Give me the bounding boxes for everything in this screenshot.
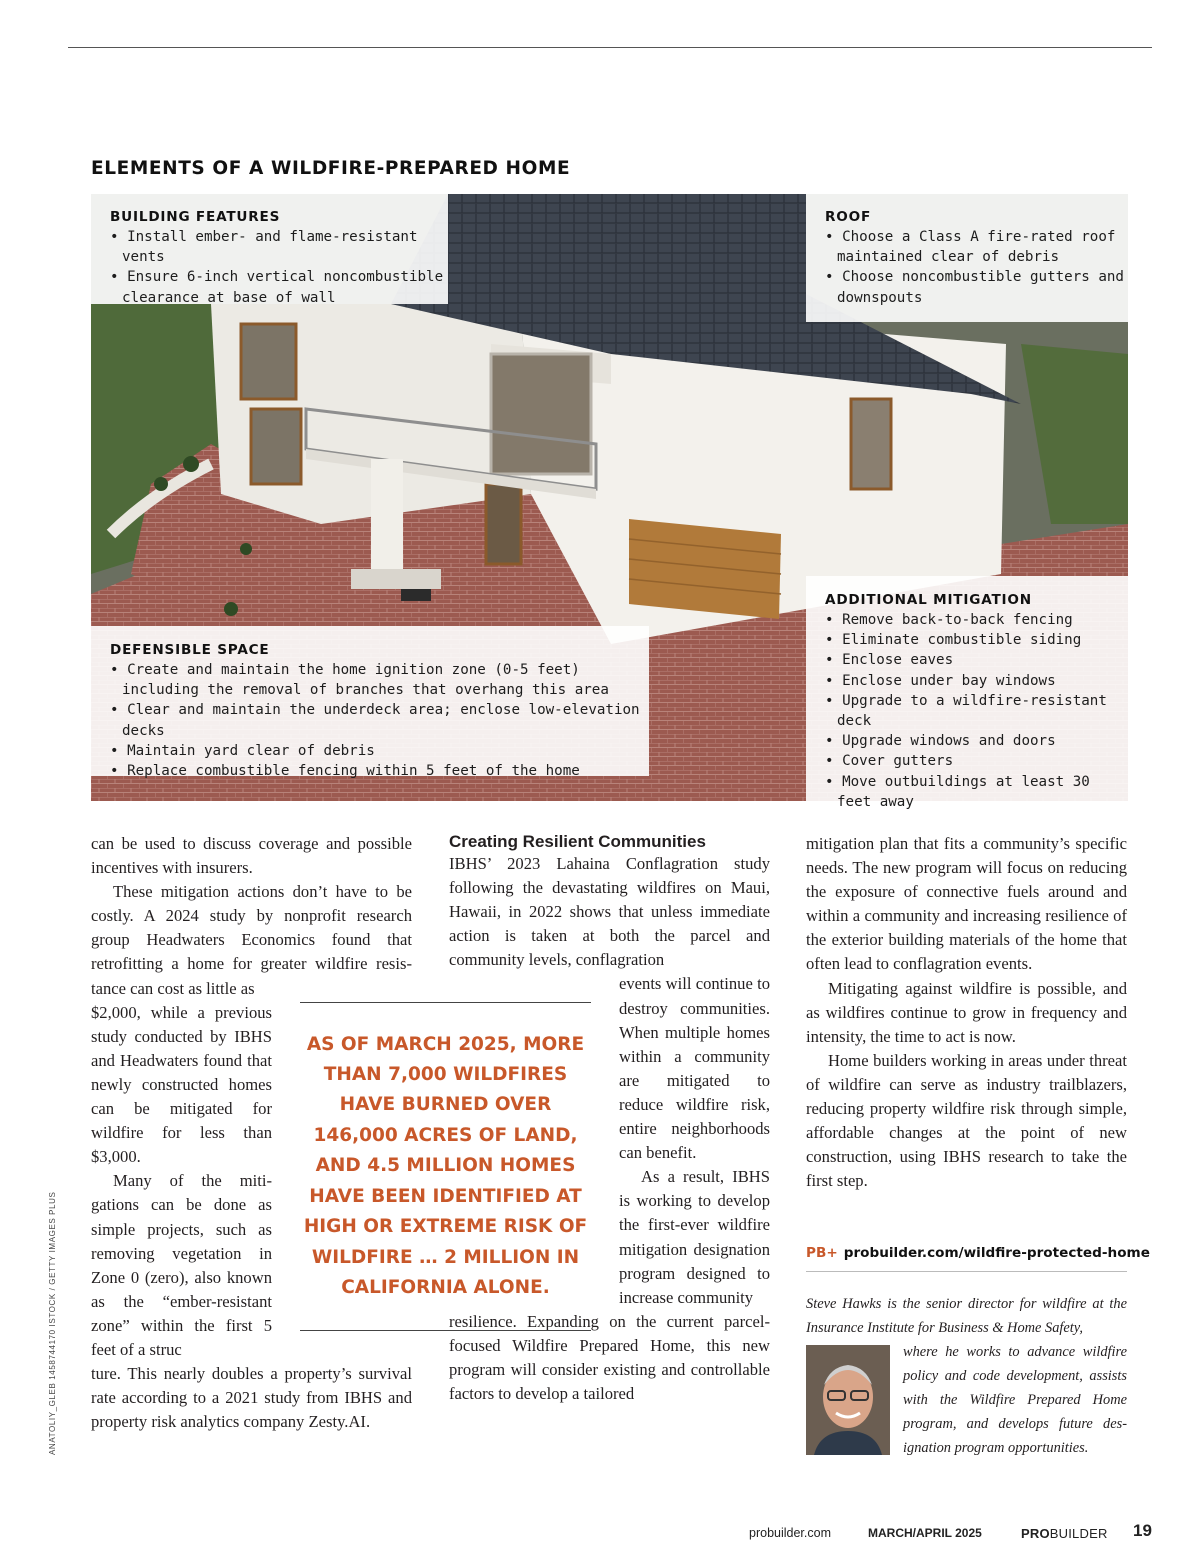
- list-item: • Choose a Class A fire-rated roof maintained clear of debris: [825, 227, 1128, 267]
- callout-building-features: [91, 194, 448, 304]
- author-portrait: [806, 1345, 890, 1455]
- pb-plus-label: PB+: [806, 1245, 838, 1261]
- list-item: • Replace combustible fencing within 5 feet of the home: [110, 761, 649, 781]
- footer-brand: [1021, 1526, 1108, 1541]
- paragraph: Mitigating against wildfire is possible, and as wildfires continue to grow in frequency and intensity, the time to act is now.: [806, 978, 1127, 1046]
- pull-quote: [300, 1002, 591, 1331]
- author-bio-intro: Steve Hawks is the senior director for wildfire at the Insurance Institute for Business & Home Safety,: [806, 1296, 1127, 1337]
- list-item: • Eliminate combustible siding: [825, 630, 1128, 650]
- list-item: • Upgrade windows and doors: [825, 731, 1128, 751]
- photo-credit: ANATOLIY_GLEB 1458744170 ISTOCK / GETTY IMAGES PLUS: [48, 1191, 57, 1455]
- paragraph: mitigation plan that fits a community’s specific needs. The new program will focus on reducing the exposure of connective fuels around and within a community and increasing resilience of the exterior building materials of the home that often lead to conflagration events.: [806, 834, 1127, 974]
- callout-defensible-space: [91, 626, 649, 780]
- paragraph: Many of the mitigations can be done as simple projects, such as removing vegetation in Zone 0 (zero), also known as the “ember-resistant zone” within the first 5 feet of a struc: [91, 1171, 272, 1359]
- list-item: • Enclose eaves: [825, 650, 1128, 670]
- list-item: • Enclose under bay windows: [825, 671, 1128, 691]
- footer-url[interactable]: probuilder.com: [749, 1526, 831, 1540]
- author-bio-rest: where he works to advance wildfire policy and code development, assists with the Wildfire Prepared Home program, and develops future designation program opportunities.: [903, 1344, 1127, 1457]
- list-item: • Upgrade to a wildfire-resistant deck: [825, 691, 1128, 731]
- callout-roof: [806, 194, 1128, 322]
- list-item: • Install ember- and flame-resistant vents: [110, 227, 448, 267]
- section-heading: Creating Resilient Communities: [449, 832, 706, 851]
- paragraph: resilience. Expanding on the current parcel-focused Wildfire Prepared Home, this new program will consider existing and controllable factors to develop a tailored: [449, 1311, 770, 1404]
- callout-list: [110, 660, 649, 781]
- paragraph: $2,000, while a previous study conducted by IBHS and Headwaters found that newly constructed homes can be mitigated for wildfire for less than $3,000.: [91, 1002, 272, 1167]
- paragraph: can be used to discuss coverage and possible incentives with insurers.: [91, 834, 412, 878]
- paragraph: ture. This nearly doubles a property’s survival rate according to a 2021 study from IBHS and property risk analytics company Zesty.AI.: [91, 1364, 412, 1432]
- author-photo: [806, 1345, 890, 1455]
- list-item: • Cover gutters: [825, 751, 1128, 771]
- list-item: • Remove back-to-back fencing: [825, 610, 1128, 630]
- column-3: [806, 832, 1127, 1193]
- list-item: • Ensure 6-inch vertical noncombustible clearance at base of wall: [110, 267, 448, 307]
- list-item: • Create and maintain the home ignition zone (0-5 feet) including the removal of branches that overhang this area: [110, 660, 649, 700]
- brand-light: BUILDER: [1049, 1526, 1108, 1541]
- list-item: • Move outbuildings at least 30 feet away: [825, 772, 1128, 812]
- callout-heading: BUILDING FEATURES: [110, 209, 281, 225]
- paragraph: IBHS’ 2023 Lahaina Conflagration study following the devastating wildfires on Maui, Hawaii, in 2022 shows that unless immediate action is taken at both the parcel and community levels, conflagration: [449, 854, 770, 970]
- wrapped-text: [91, 1001, 272, 1362]
- paragraph: These mitigation actions don’t have to be costly. A 2024 study by nonprofit research group Headwaters Economics found that retrofitting a home for greater wildfire resistance can cost as little as: [91, 882, 412, 998]
- pb-plus-link[interactable]: [806, 1245, 1150, 1272]
- list-item: • Choose noncombustible gutters and downspouts: [825, 267, 1128, 307]
- callout-heading: ROOF: [825, 209, 872, 225]
- paragraph: Home builders working in areas under threat of wildfire can serve as industry trailblazers, reducing property wildfire risk through simple, affordable changes at the point of new construction, using IBHS research to take the first step.: [806, 1050, 1127, 1191]
- paragraph: events will continue to destroy communities. When multiple homes within a community are mitigated to reduce wildfire risk, entire neighborhoods can benefit.: [619, 974, 770, 1163]
- top-rule: [68, 47, 1152, 48]
- list-item: • Maintain yard clear of debris: [110, 741, 649, 761]
- callout-list: [825, 610, 1128, 812]
- callout-heading: ADDITIONAL MITIGATION: [825, 592, 1032, 608]
- figure-title: ELEMENTS OF A WILDFIRE-PREPARED HOME: [91, 158, 571, 179]
- link-url[interactable]: probuilder.com/wildfire-protected-home: [843, 1245, 1150, 1261]
- callout-list: [825, 227, 1128, 308]
- house-photo: [91, 194, 1128, 810]
- brand-bold: PRO: [1021, 1526, 1050, 1541]
- list-item: • Clear and maintain the underdeck area; enclose low-elevation decks: [110, 700, 649, 740]
- callout-heading: DEFENSIBLE SPACE: [110, 642, 270, 658]
- paragraph: As a result, IBHS is working to develop the first-ever wildfire mitigation designation program designed to increase community: [619, 1167, 770, 1307]
- footer-issue-date: MARCH/APRIL 2025: [868, 1526, 982, 1540]
- wrapped-text: [619, 972, 770, 1309]
- callout-list: [110, 227, 448, 308]
- callout-additional-mitigation: [806, 576, 1128, 810]
- page-number: 19: [1133, 1521, 1152, 1540]
- pull-quote-text: AS OF MARCH 2025, MORE THAN 7,000 WILDFIRES HAVE BURNED OVER 146,000 ACRES OF LAND, AND 4.5 MILLION HOMES HAVE BEEN IDENTIFIED AT HIGH OR EXTREME RISK OF WILDFIRE … 2 MILLION IN CALIFORNIA ALONE.: [303, 1033, 588, 1298]
